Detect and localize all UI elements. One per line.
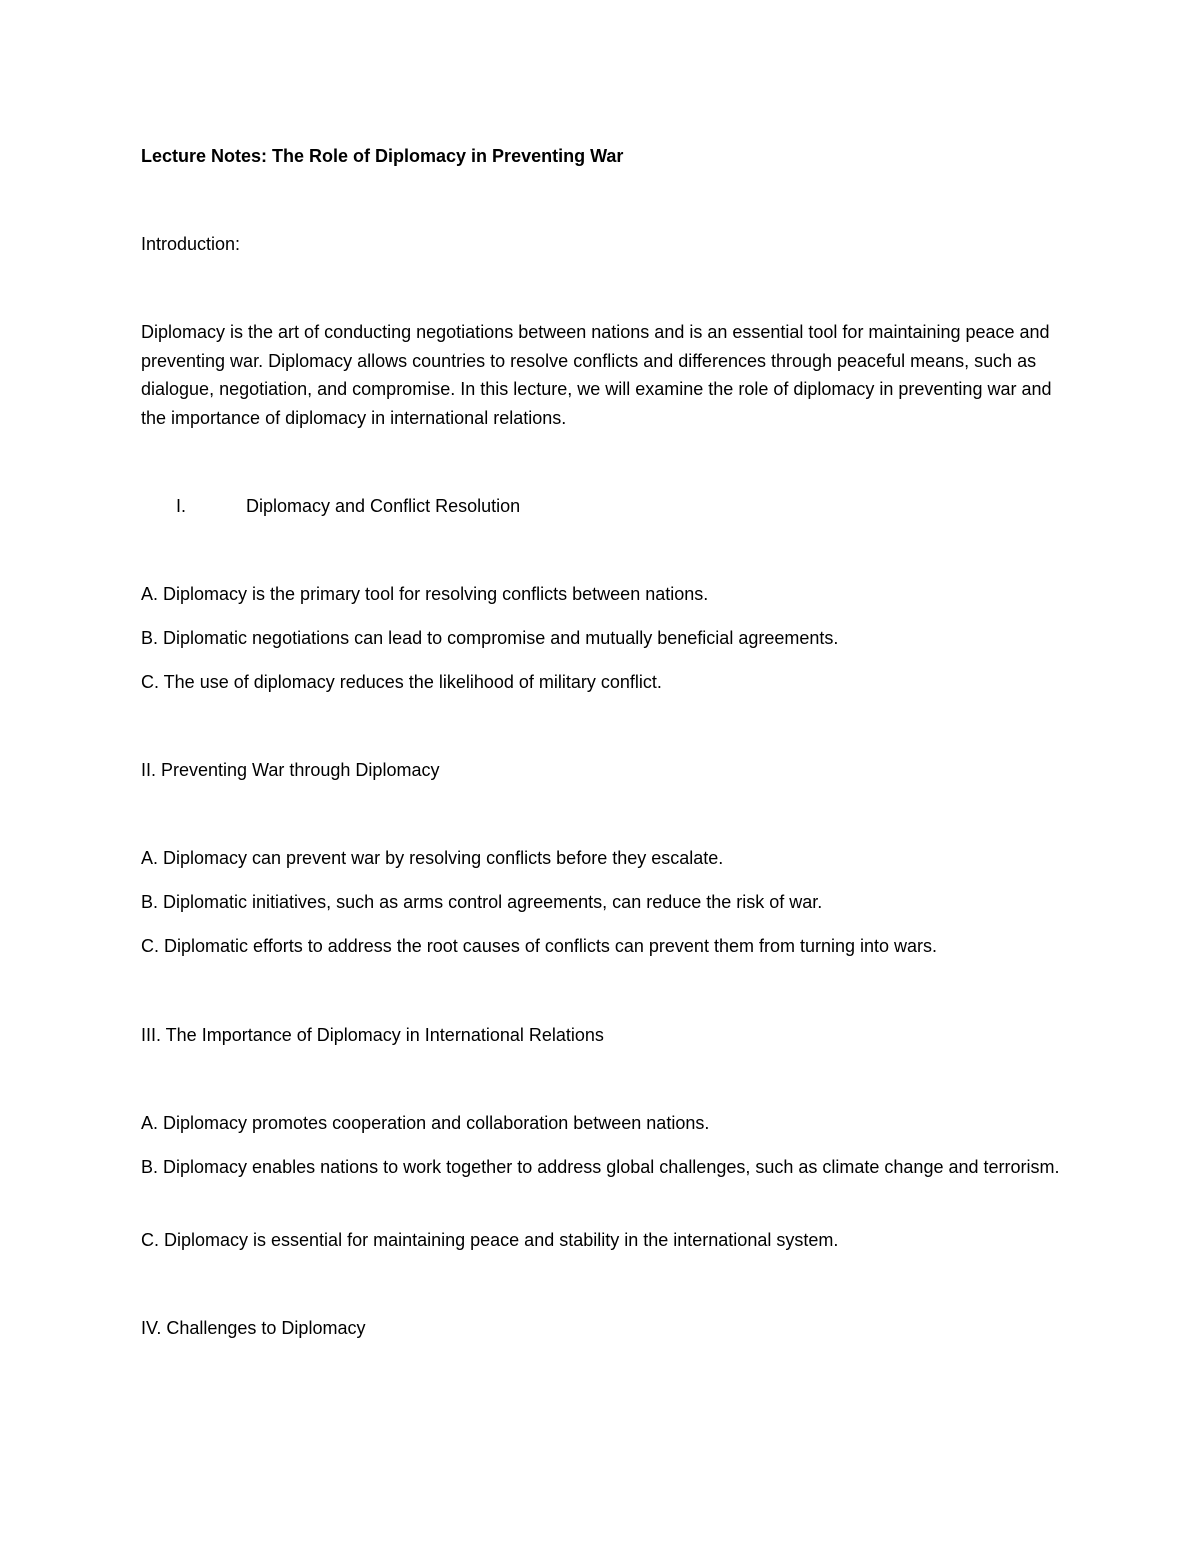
section-2-item-b: B. Diplomatic initiatives, such as arms control agreements, can reduce the risk of war. bbox=[141, 892, 823, 912]
section-1-item-c: C. The use of diplomacy reduces the likelihood of military conflict. bbox=[141, 672, 662, 692]
section-3-item-b: B. Diplomacy enables nations to work together to address global challenges, such as climate change and terrorism. bbox=[141, 1157, 1060, 1177]
document-title: Lecture Notes: The Role of Diplomacy in Preventing War bbox=[141, 146, 624, 166]
section-3-heading: III. The Importance of Diplomacy in International Relations bbox=[141, 1025, 604, 1045]
section-4-heading: IV. Challenges to Diplomacy bbox=[141, 1318, 366, 1338]
intro-paragraph: Diplomacy is the art of conducting negotiations between nations and is an essential tool for maintaining peace and preventing war. Diplomacy allows countries to resolve conflicts and differences through peaceful means, such as dialogue, negotiation, and compromise. In this lecture, we will examine the role of diplomacy in preventing war and the importance of diplomacy in international relations. bbox=[141, 322, 1052, 428]
section-3-item-c: C. Diplomacy is essential for maintaining peace and stability in the international system. bbox=[141, 1230, 839, 1250]
section-2-item-a: A. Diplomacy can prevent war by resolving conflicts before they escalate. bbox=[141, 848, 724, 868]
section-1-numeral: I. bbox=[176, 496, 187, 516]
intro-heading: Introduction: bbox=[141, 234, 241, 254]
section-2-heading: II. Preventing War through Diplomacy bbox=[141, 760, 440, 780]
section-1-title: Diplomacy and Conflict Resolution bbox=[246, 496, 521, 516]
section-3-item-a: A. Diplomacy promotes cooperation and collaboration between nations. bbox=[141, 1113, 710, 1133]
section-2-item-c: C. Diplomatic efforts to address the root causes of conflicts can prevent them from turning into wars. bbox=[141, 936, 938, 956]
section-1-item-b: B. Diplomatic negotiations can lead to compromise and mutually beneficial agreements. bbox=[141, 628, 839, 648]
section-1-item-a: A. Diplomacy is the primary tool for resolving conflicts between nations. bbox=[141, 584, 709, 604]
section-1-heading bbox=[176, 492, 520, 520]
